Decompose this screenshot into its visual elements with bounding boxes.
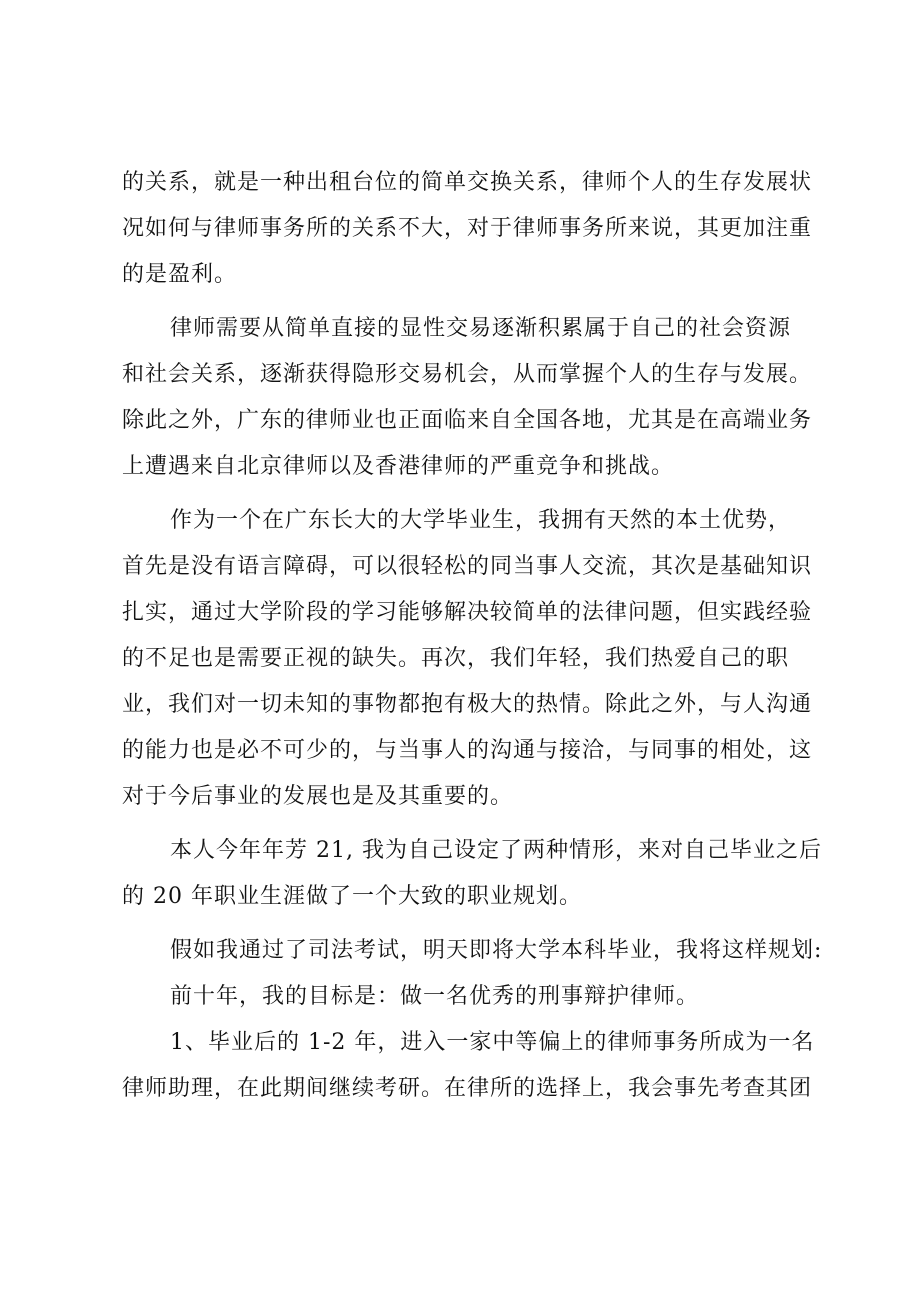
text-line: 作为一个在广东长大的大学毕业生，我拥有天然的本土优势， — [170, 508, 792, 533]
text-line: 律师需要从简单直接的显性交易逐渐积累属于自己的社会资源 — [170, 316, 792, 341]
text-line: 对于今后事业的发展也是及其重要的。 — [122, 784, 514, 809]
text-line: 的 20 年职业生涯做了一个大致的职业规划。 — [122, 884, 582, 909]
text-line: 业，我们对一切未知的事物都抱有极大的热情。除此之外，与人沟通 — [122, 692, 813, 717]
text-line: 律师助理，在此期间继续考研。在律所的选择上，我会事先考查其团 — [122, 1076, 813, 1101]
text-line: 的能力也是必不可少的，与当事人的沟通与接洽，与同事的相处，这 — [122, 738, 813, 763]
text-line: 上遭遇来自北京律师以及香港律师的严重竞争和挑战。 — [122, 454, 675, 479]
text-line: 的是盈利。 — [122, 262, 238, 287]
text-line: 除此之外，广东的律师业也正面临来自全国各地，尤其是在高端业务 — [122, 408, 813, 433]
text-line: 假如我通过了司法考试，明天即将大学本科毕业，我将这样规划: — [170, 938, 823, 963]
text-line: 首先是没有语言障碍，可以很轻松的同当事人交流，其次是基础知识 — [122, 554, 813, 579]
text-line: 前十年，我的目标是：做一名优秀的刑事辩护律师。 — [170, 984, 700, 1009]
text-line: 的关系，就是一种出租台位的简单交换关系，律师个人的生存发展状 — [122, 170, 813, 195]
text-line: 1、毕业后的 1-2 年，进入一家中等偏上的律师事务所成为一名 — [170, 1030, 815, 1055]
text-line: 和社会关系，逐渐获得隐形交易机会，从而掌握个人的生存与发展。 — [122, 362, 813, 387]
text-line: 本人今年年芳 21, 我为自己设定了两种情形，来对自己毕业之后 — [170, 838, 822, 863]
text-line: 况如何与律师事务所的关系不大，对于律师事务所来说，其更加注重 — [122, 216, 813, 241]
text-line: 的不足也是需要正视的缺失。再次，我们年轻，我们热爱自己的职 — [122, 646, 790, 671]
text-line: 扎实，通过大学阶段的学习能够解决较简单的法律问题，但实践经验 — [122, 600, 813, 625]
